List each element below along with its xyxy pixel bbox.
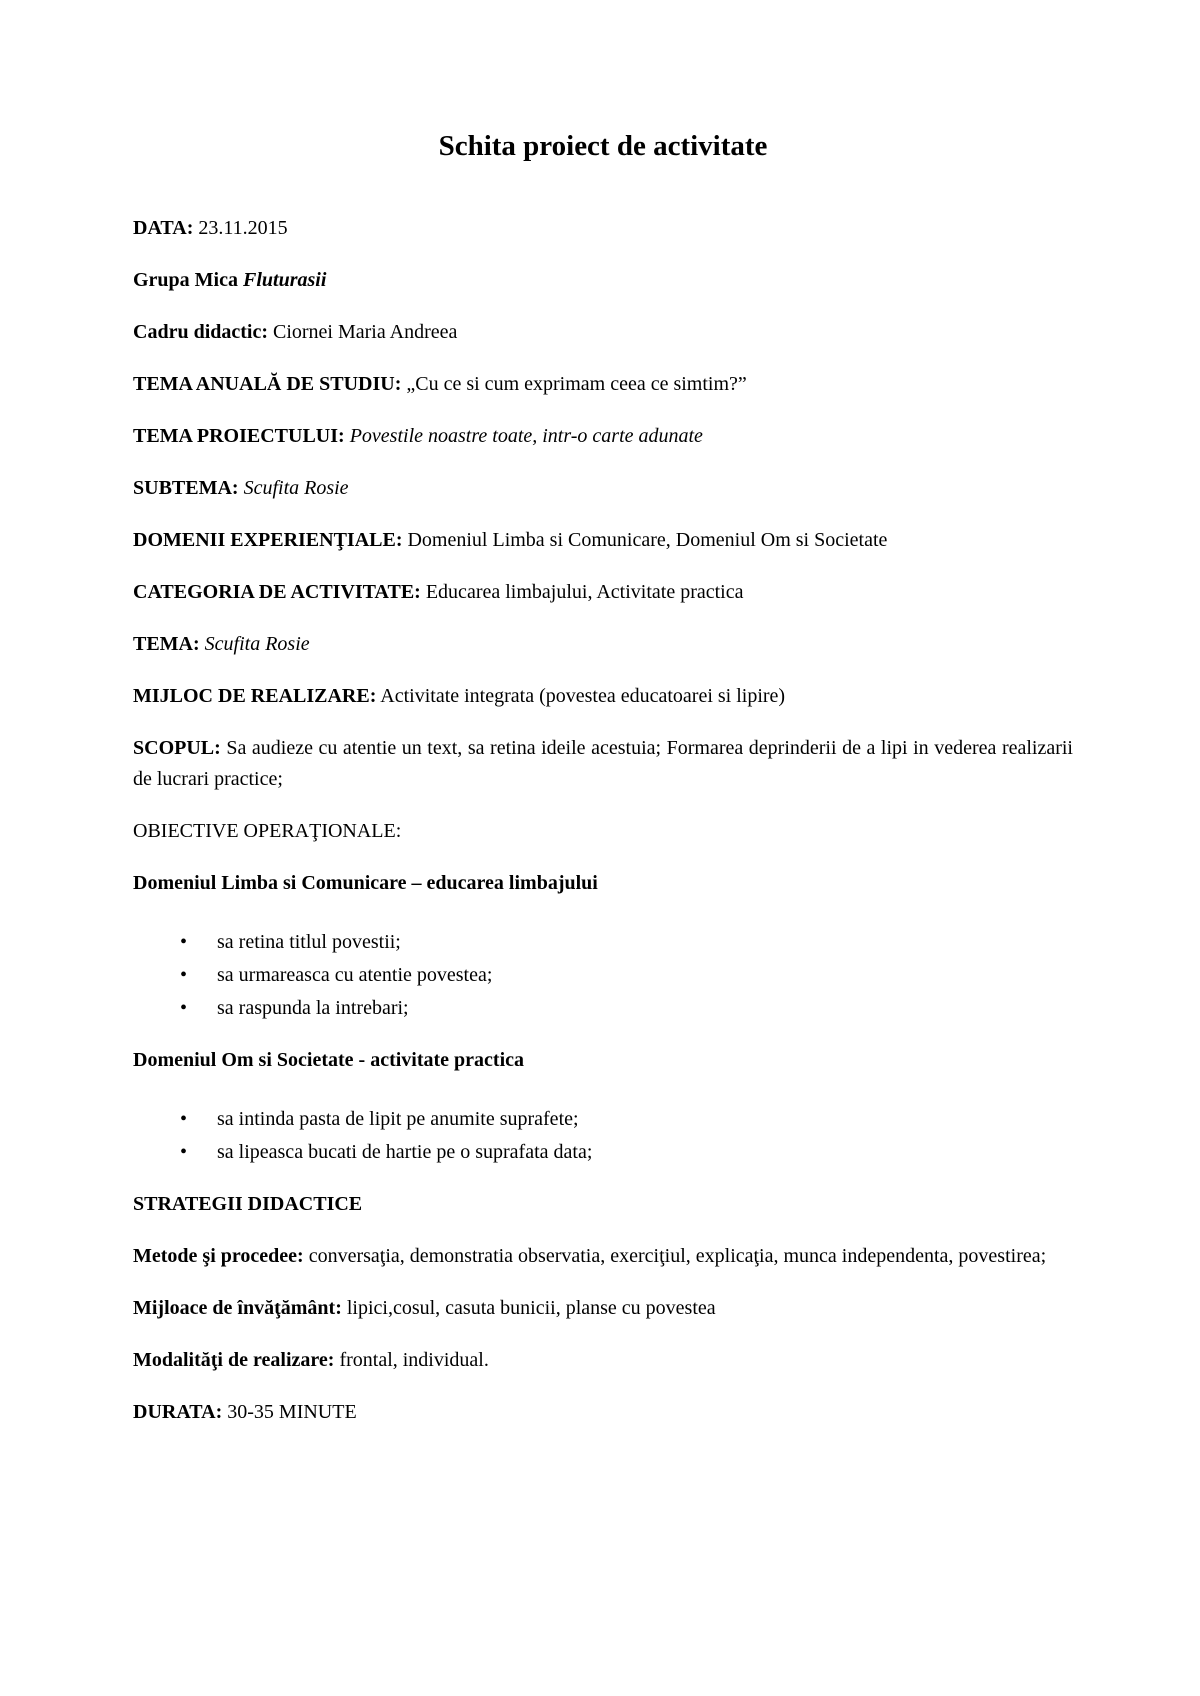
field-value: Fluturasii <box>243 269 327 291</box>
bullet-icon: • <box>180 964 188 986</box>
field-label: Cadru didactic: <box>133 321 268 343</box>
field-row-categoria-activitate <box>133 577 1073 608</box>
field-label: SCOPUL: <box>133 737 221 759</box>
bullet-item <box>180 1104 1073 1135</box>
field-value: Sa audieze cu atentie un text, sa retina ideile acestuia; Formarea deprinderii de a lipi in vederea realizarii de lucrari practice; <box>133 737 1073 790</box>
bullet-text: sa lipeasca bucati de hartie pe o suprafata data; <box>217 1141 593 1163</box>
field-row-cadru-didactic <box>133 317 1073 348</box>
bullet-item <box>180 927 1073 958</box>
page-title: Schita proiect de activitate <box>438 130 768 162</box>
field-label: Grupa Mica <box>133 269 238 291</box>
bullet-icon: • <box>180 997 188 1019</box>
field-label: MIJLOC DE REALIZARE: <box>133 685 377 707</box>
domain-society-heading: Domeniul Om si Societate - activitate practica <box>133 1049 525 1071</box>
field-row-mijloc-realizare <box>133 681 1073 712</box>
bullet-item <box>180 993 1073 1024</box>
field-row-tema-anuala <box>133 369 1073 400</box>
field-value: Scufita Rosie <box>243 477 349 499</box>
bullet-icon: • <box>180 931 188 953</box>
field-label: Mijloace de învăţământ: <box>133 1297 342 1319</box>
field-row-tema-proiectului <box>133 421 1073 452</box>
field-value: conversaţia, demonstratia observatia, exerciţiul, explicaţia, munca independenta, povestirea; <box>308 1245 1047 1267</box>
field-label: Modalităţi de realizare: <box>133 1349 335 1371</box>
field-label: Metode şi procedee: <box>133 1245 304 1267</box>
field-label: TEMA ANUALĂ DE STUDIU: <box>133 373 402 395</box>
bullet-text: sa retina titlul povestii; <box>217 931 401 953</box>
field-row-grupa <box>133 265 1073 296</box>
field-row-mijloace <box>133 1293 1073 1324</box>
field-value: frontal, individual. <box>339 1349 489 1371</box>
field-row-modalitati <box>133 1345 1073 1376</box>
field-value: Activitate integrata (povestea educatoarei si lipire) <box>380 685 786 707</box>
strategies-heading: STRATEGII DIDACTICE <box>133 1193 363 1215</box>
field-label: DURATA: <box>133 1401 223 1423</box>
field-row-tema <box>133 629 1073 660</box>
bullet-text: sa raspunda la intrebari; <box>217 997 409 1019</box>
bullet-icon: • <box>180 1141 188 1163</box>
field-value: 23.11.2015 <box>198 217 288 239</box>
field-value: 30-35 MINUTE <box>227 1401 357 1423</box>
field-value: „Cu ce si cum exprimam ceea ce simtim?” <box>406 373 747 395</box>
domain-language-objectives <box>133 927 1073 1024</box>
field-value: Ciornei Maria Andreea <box>273 321 458 343</box>
field-label: DOMENII EXPERIENŢIALE: <box>133 529 403 551</box>
field-value: Povestile noastre toate, intr-o carte adunate <box>349 425 703 447</box>
field-value: Educarea limbajului, Activitate practica <box>425 581 744 603</box>
field-row-durata <box>133 1397 1073 1428</box>
field-label: TEMA: <box>133 633 200 655</box>
field-label: CATEGORIA DE ACTIVITATE: <box>133 581 421 603</box>
field-label: SUBTEMA: <box>133 477 239 499</box>
field-label: DATA: <box>133 217 194 239</box>
field-row-scopul <box>133 733 1073 795</box>
domain-language-heading: Domeniul Limba si Comunicare – educarea limbajului <box>133 872 598 894</box>
field-value: Domeniul Limba si Comunicare, Domeniul Om si Societate <box>407 529 888 551</box>
bullet-item <box>180 1137 1073 1168</box>
field-label: TEMA PROIECTULUI: <box>133 425 345 447</box>
domain-society-objectives <box>133 1104 1073 1168</box>
field-value: lipici,cosul, casuta bunicii, planse cu povestea <box>346 1297 716 1319</box>
field-row-subtema <box>133 473 1073 504</box>
bullet-icon: • <box>180 1108 188 1130</box>
bullet-text: sa intinda pasta de lipit pe anumite suprafete; <box>217 1108 579 1130</box>
field-row-domenii-experientiale <box>133 525 1073 556</box>
objectives-heading: OBIECTIVE OPERAŢIONALE: <box>133 820 402 842</box>
field-value: Scufita Rosie <box>204 633 310 655</box>
bullet-item <box>180 960 1073 991</box>
field-row-data <box>133 213 1073 244</box>
field-row-metode <box>133 1241 1073 1272</box>
bullet-text: sa urmareasca cu atentie povestea; <box>217 964 493 986</box>
